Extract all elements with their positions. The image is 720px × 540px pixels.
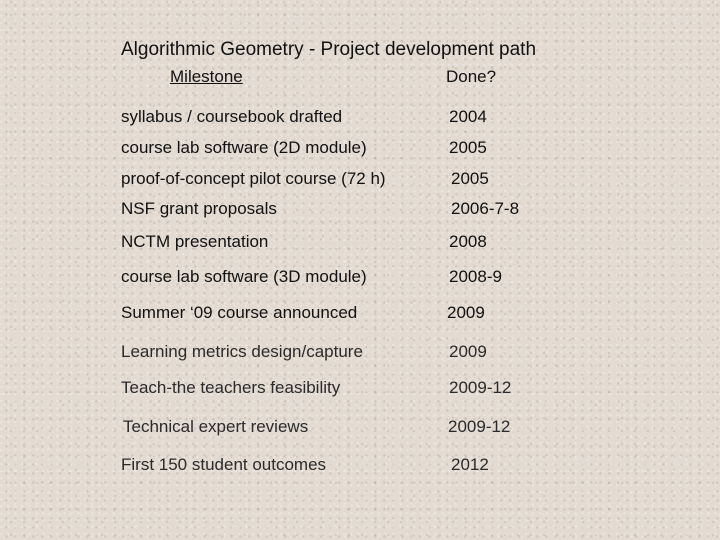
milestone-row xyxy=(0,342,720,366)
done-year: 2005 xyxy=(449,138,487,157)
milestone-text: First 150 student outcomes xyxy=(121,455,327,474)
done-year: 2009 xyxy=(449,342,487,361)
milestone-row xyxy=(0,267,720,291)
milestone-text: proof-of-concept pilot course (72 h) xyxy=(121,169,386,188)
milestone-row xyxy=(0,232,720,256)
done-year: 2006-7-8 xyxy=(451,199,520,218)
milestone-text: Technical expert reviews xyxy=(123,417,309,436)
done-year: 2009-12 xyxy=(449,378,512,397)
milestone-text: course lab software (2D module) xyxy=(121,138,367,157)
milestone-row xyxy=(0,169,720,193)
done-year: 2009 xyxy=(447,303,485,322)
milestone-row xyxy=(0,378,720,402)
done-year: 2012 xyxy=(451,455,489,474)
milestone-row xyxy=(0,417,720,441)
milestone-row xyxy=(0,303,720,327)
milestone-text: NSF grant proposals xyxy=(121,199,277,218)
milestone-row xyxy=(0,455,720,479)
milestone-text: course lab software (3D module) xyxy=(121,267,367,286)
milestone-text: syllabus / coursebook drafted xyxy=(121,107,343,126)
done-year: 2004 xyxy=(449,107,487,126)
milestone-row xyxy=(0,138,720,162)
done-column-header: Done? xyxy=(446,67,497,86)
done-year: 2008 xyxy=(449,232,487,251)
milestone-text: Teach-the teachers feasibility xyxy=(121,378,341,397)
milestone-row xyxy=(0,199,720,223)
milestone-text: Summer ‘09 course announced xyxy=(121,303,358,322)
milestone-row xyxy=(0,107,720,131)
milestone-text: NCTM presentation xyxy=(121,232,269,251)
done-year: 2008-9 xyxy=(449,267,502,286)
slide-title: Algorithmic Geometry - Project development path xyxy=(121,39,537,60)
milestone-column-header: Milestone xyxy=(170,67,243,86)
done-year: 2009-12 xyxy=(448,417,511,436)
done-year: 2005 xyxy=(451,169,489,188)
milestone-text: Learning metrics design/capture xyxy=(121,342,363,361)
